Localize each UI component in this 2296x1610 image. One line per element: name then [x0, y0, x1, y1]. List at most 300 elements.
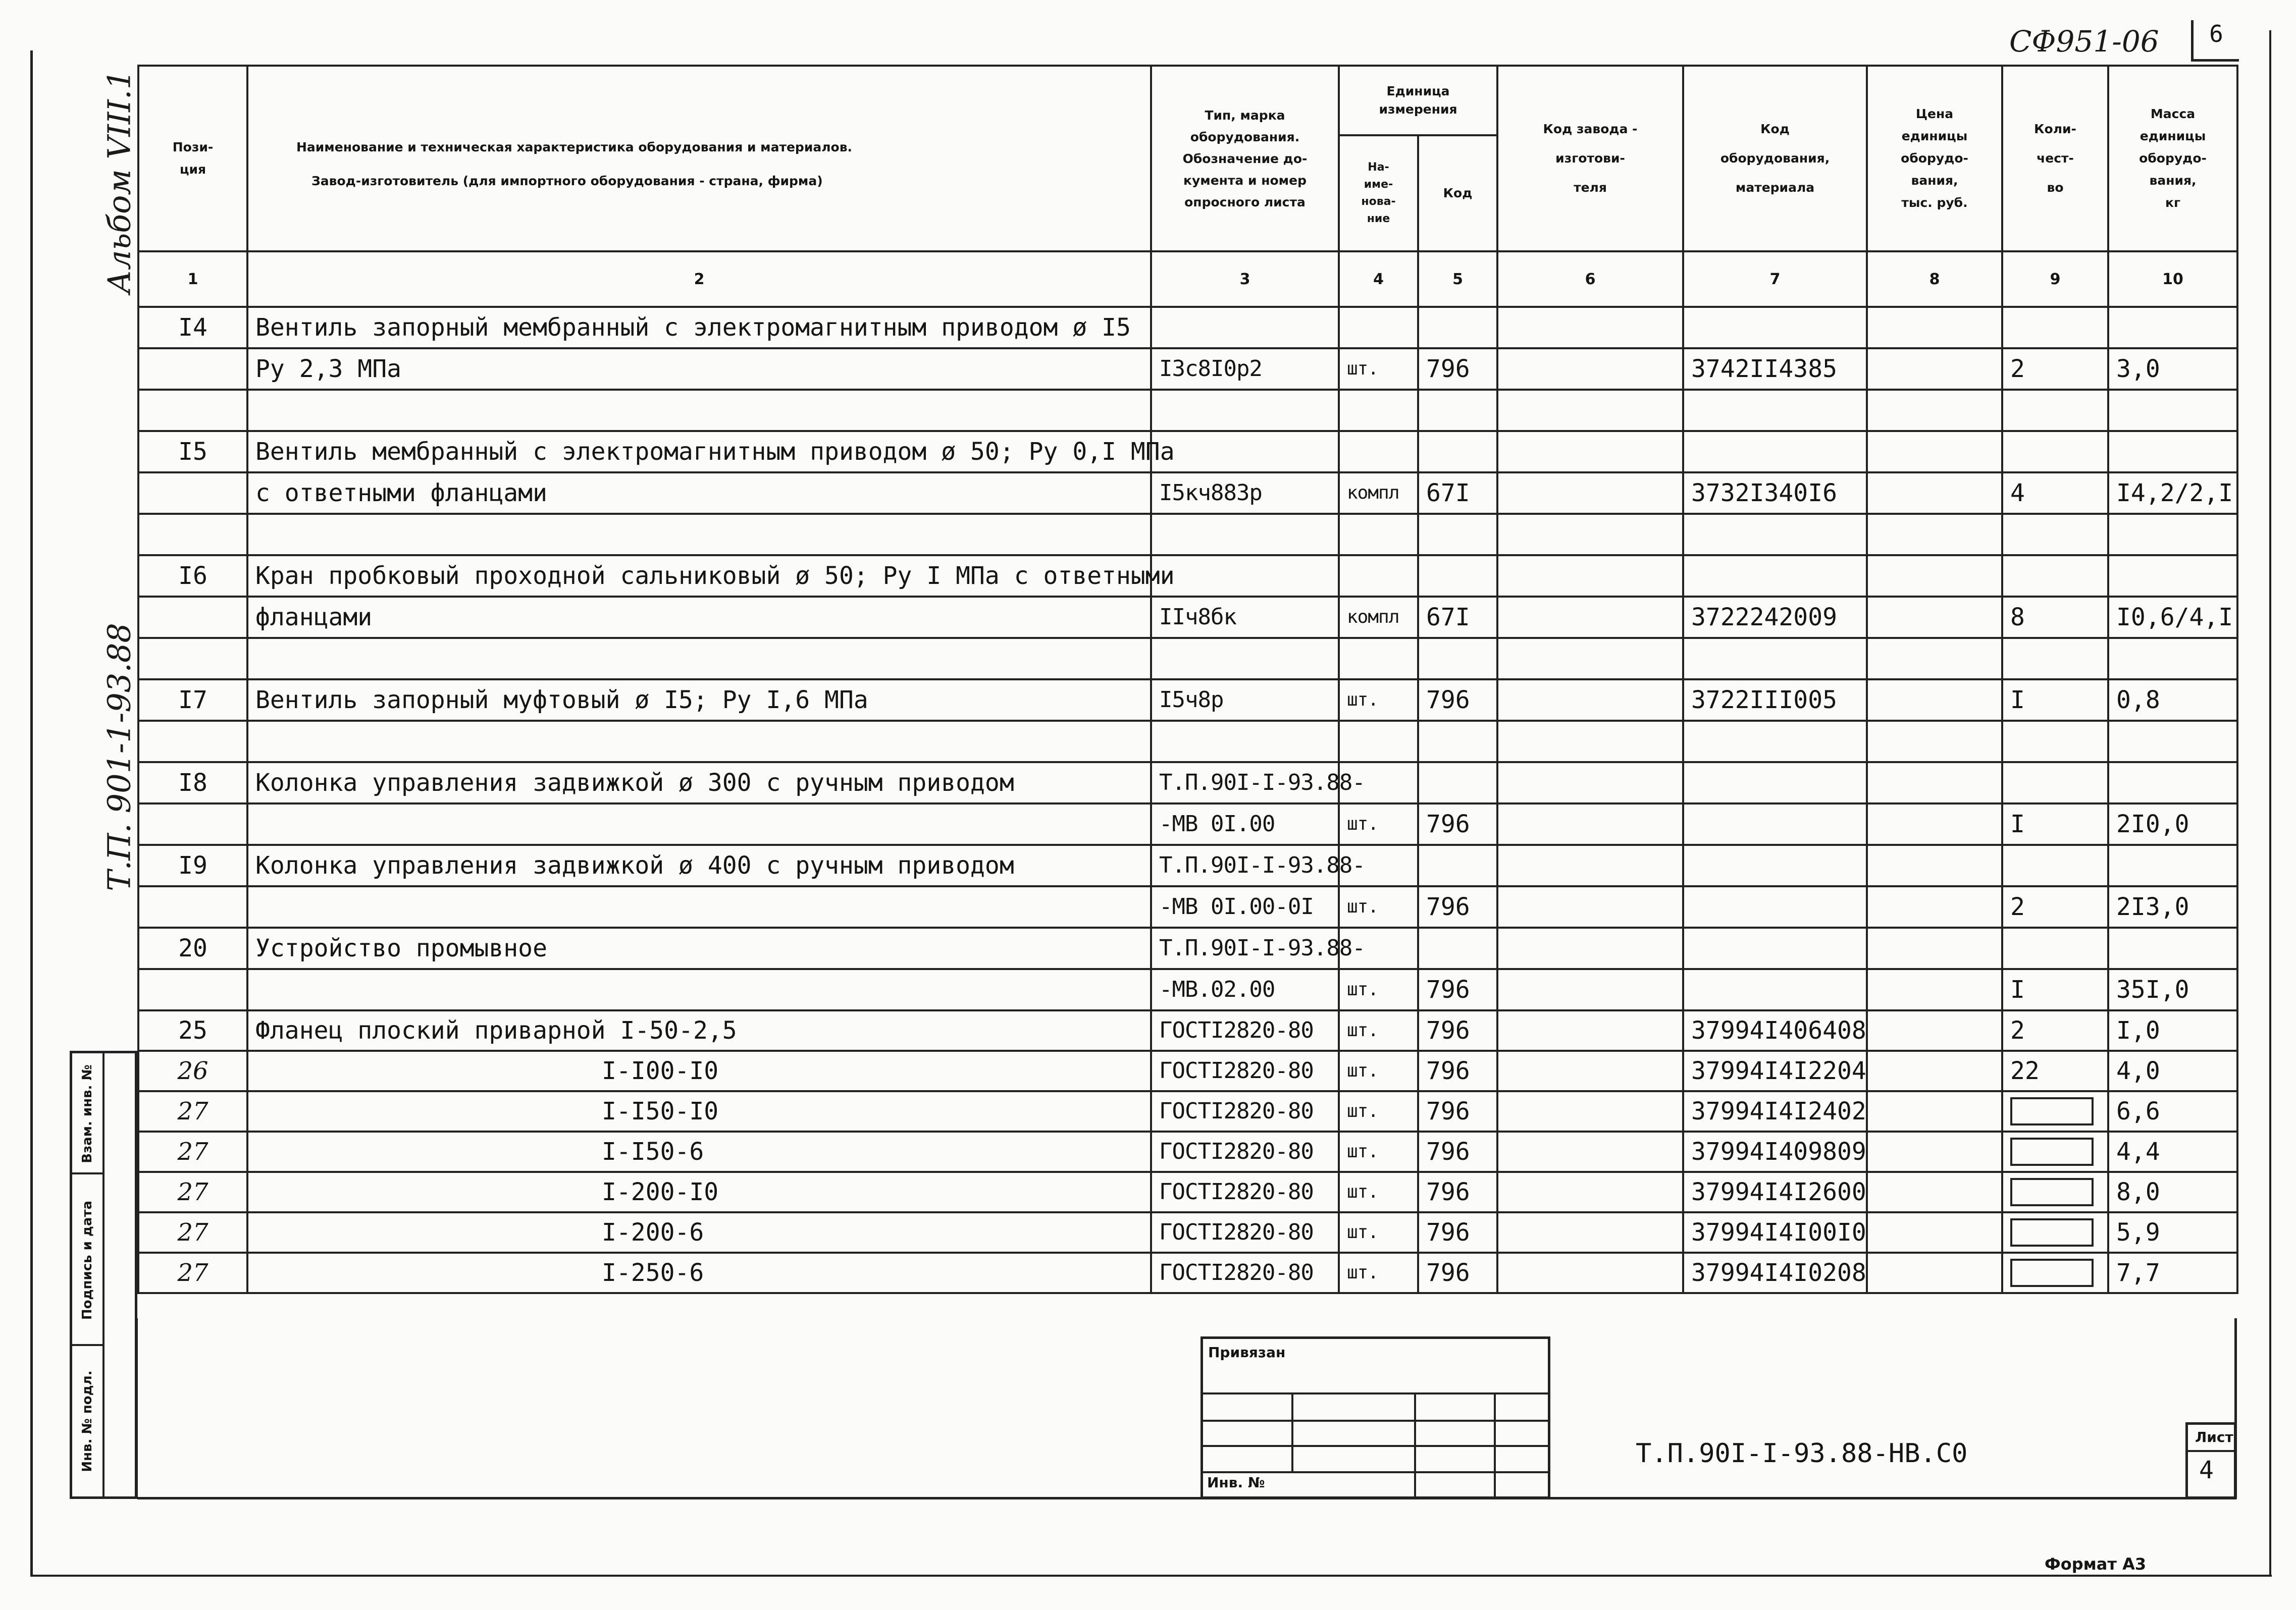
header-position: Пози- ция [138, 66, 247, 251]
table-row [138, 638, 2237, 679]
sheet-number: 4 [2199, 1456, 2214, 1484]
header-name-line2: Завод-изготовитель (для импортного оборудования - страна, фирма) [311, 174, 823, 188]
row-position [138, 969, 247, 1010]
bound-row-line-1 [1203, 1392, 1548, 1394]
row-position: I7 [138, 679, 247, 721]
col-number-10: 10 [2108, 251, 2237, 307]
table-row [138, 348, 2237, 390]
row-type: Т.П.90I-I-93.88- [1151, 928, 1339, 969]
row-quantity [2002, 1132, 2108, 1172]
row-unit-name: шт. [1339, 886, 1418, 928]
row-mass [2108, 431, 2237, 472]
row-type: ГОСТI2820-80 [1151, 1212, 1339, 1253]
row-type: Т.П.90I-I-93.88- [1151, 845, 1339, 886]
row-equipment-code [1683, 969, 1867, 1010]
row-unit-name: шт. [1339, 1091, 1418, 1132]
row-mass: 8,0 [2108, 1172, 2237, 1212]
row-quantity [2002, 307, 2108, 348]
table-row [138, 1010, 2237, 1051]
stub-divider [102, 1053, 105, 1496]
row-unit-name: шт. [1339, 1253, 1418, 1293]
row-equipment-code [1683, 555, 1867, 597]
row-type: -МВ.02.00 [1151, 969, 1339, 1010]
row-quantity: 8 [2002, 597, 2108, 638]
col-number-3: 3 [1151, 251, 1339, 307]
row-position: 27 [138, 1091, 247, 1132]
row-mass [2108, 638, 2237, 679]
row-factory-code [1497, 1010, 1683, 1051]
row-equipment-code: 37994I409809 [1683, 1132, 1867, 1172]
row-factory-code [1497, 555, 1683, 597]
row-mass: 3,0 [2108, 348, 2237, 390]
row-unit-code: 796 [1418, 1172, 1497, 1212]
header-price: Цена единицы оборудо- вания, тыс. руб. [1867, 66, 2002, 251]
row-unit-name [1339, 307, 1418, 348]
row-factory-code [1497, 307, 1683, 348]
row-unit-name: компл [1339, 472, 1418, 514]
row-type: ГОСТI2820-80 [1151, 1172, 1339, 1212]
header-quantity: Коли- чест- во [2002, 66, 2108, 251]
row-name: Фланец плоский приварной I-50-2,5 [247, 1010, 1151, 1051]
row-unit-name [1339, 638, 1418, 679]
table-row [138, 721, 2237, 762]
bound-label: Привязан [1208, 1344, 1286, 1361]
row-name: Вентиль запорный мембранный с электромагнитным приводом ø I5 [247, 307, 1151, 348]
row-position [138, 514, 247, 555]
table-row [138, 1132, 2237, 1172]
stamp-code: СФ951-06 [2009, 24, 2159, 59]
row-name: Вентиль запорный муфтовый ø I5; Ру I,6 МПа [247, 679, 1151, 721]
row-unit-name [1339, 555, 1418, 597]
row-position: I4 [138, 307, 247, 348]
row-type: I5ч8р [1151, 679, 1339, 721]
col-number-1: 1 [138, 251, 247, 307]
row-equipment-code [1683, 514, 1867, 555]
bound-col-line-3 [1494, 1392, 1496, 1496]
row-position [138, 348, 247, 390]
row-name: Колонка управления задвижкой ø 400 с ручным приводом [247, 845, 1151, 886]
title-block-left-edge [135, 1318, 138, 1499]
row-name [247, 886, 1151, 928]
quantity-empty-box [2010, 1097, 2094, 1125]
row-type [1151, 390, 1339, 431]
row-unit-code [1418, 555, 1497, 597]
frame-right-border [2269, 30, 2271, 1576]
row-factory-code [1497, 886, 1683, 928]
col-number-2: 2 [247, 251, 1151, 307]
row-equipment-code [1683, 762, 1867, 803]
bound-col-line-2 [1414, 1392, 1416, 1496]
row-quantity [2002, 638, 2108, 679]
row-type [1151, 638, 1339, 679]
table-row [138, 307, 2237, 348]
row-mass: I,0 [2108, 1010, 2237, 1051]
table-row [138, 597, 2237, 638]
row-quantity: 2 [2002, 348, 2108, 390]
stub-ref-label: Взам. инв. № [80, 1064, 95, 1163]
col-number-7: 7 [1683, 251, 1867, 307]
row-price [1867, 307, 2002, 348]
row-name: I-I50-I0 [247, 1091, 1151, 1132]
inv-no-label: Инв. № [1207, 1474, 1265, 1491]
row-position [138, 597, 247, 638]
row-mass [2108, 390, 2237, 431]
row-factory-code [1497, 928, 1683, 969]
row-quantity: 2 [2002, 886, 2108, 928]
row-name: Ру 2,3 МПа [247, 348, 1151, 390]
row-unit-code: 796 [1418, 1051, 1497, 1091]
header-name-line1: Наименование и техническая характеристика оборудования и материалов. [296, 140, 853, 154]
row-name [247, 969, 1151, 1010]
row-price [1867, 638, 2002, 679]
row-factory-code [1497, 348, 1683, 390]
row-equipment-code [1683, 886, 1867, 928]
row-price [1867, 555, 2002, 597]
row-unit-code [1418, 307, 1497, 348]
col-number-8: 8 [1867, 251, 2002, 307]
row-quantity [2002, 1253, 2108, 1293]
table-row [138, 803, 2237, 845]
row-position: I8 [138, 762, 247, 803]
row-position: 26 [138, 1051, 247, 1091]
quantity-empty-box [2010, 1138, 2094, 1166]
row-factory-code [1497, 1253, 1683, 1293]
row-factory-code [1497, 390, 1683, 431]
table-row [138, 1172, 2237, 1212]
row-unit-name: шт. [1339, 1051, 1418, 1091]
row-factory-code [1497, 1051, 1683, 1091]
row-unit-code [1418, 845, 1497, 886]
row-equipment-code [1683, 803, 1867, 845]
row-unit-code: 796 [1418, 1091, 1497, 1132]
table-row [138, 679, 2237, 721]
row-quantity [2002, 762, 2108, 803]
row-price [1867, 1132, 2002, 1172]
bound-row-line-4 [1203, 1471, 1548, 1473]
row-factory-code [1497, 803, 1683, 845]
row-type: ГОСТI2820-80 [1151, 1051, 1339, 1091]
row-type: -МВ 0I.00-0I [1151, 886, 1339, 928]
bound-row-line-2 [1203, 1420, 1548, 1422]
row-price [1867, 431, 2002, 472]
row-equipment-code: 37994I4I2204 [1683, 1051, 1867, 1091]
row-name: Кран пробковый проходной сальниковый ø 50; Ру I МПа с ответными [247, 555, 1151, 597]
row-quantity [2002, 845, 2108, 886]
row-price [1867, 390, 2002, 431]
row-mass: 2I0,0 [2108, 803, 2237, 845]
row-position [138, 472, 247, 514]
row-mass: 4,4 [2108, 1132, 2237, 1172]
header-name [247, 66, 1151, 251]
row-unit-name: шт. [1339, 1132, 1418, 1172]
col-number-6: 6 [1497, 251, 1683, 307]
row-factory-code [1497, 597, 1683, 638]
row-factory-code [1497, 1212, 1683, 1253]
row-position: 27 [138, 1132, 247, 1172]
quantity-empty-box [2010, 1178, 2094, 1206]
row-unit-code: 796 [1418, 1132, 1497, 1172]
row-mass: 0,8 [2108, 679, 2237, 721]
row-factory-code [1497, 1132, 1683, 1172]
row-mass [2108, 514, 2237, 555]
row-name [247, 803, 1151, 845]
binding-stub [70, 1051, 137, 1499]
row-mass: I0,6/4,I [2108, 597, 2237, 638]
row-name: I-I00-I0 [247, 1051, 1151, 1091]
row-position: I5 [138, 431, 247, 472]
row-type [1151, 721, 1339, 762]
row-unit-code [1418, 390, 1497, 431]
row-equipment-code: 37994I4I00I0 [1683, 1212, 1867, 1253]
row-name: Вентиль мембранный с электромагнитным приводом ø 50; Ру 0,I МПа [247, 431, 1151, 472]
row-position: 27 [138, 1212, 247, 1253]
specification-table [137, 65, 2238, 1294]
row-type [1151, 307, 1339, 348]
frame-bottom-border [30, 1575, 2272, 1577]
row-mass: 6,6 [2108, 1091, 2237, 1132]
header-unit-name: На- име- нова- ние [1339, 135, 1418, 251]
row-type [1151, 555, 1339, 597]
row-equipment-code: 37994I4I2402 [1683, 1091, 1867, 1132]
row-mass: 2I3,0 [2108, 886, 2237, 928]
row-mass [2108, 555, 2237, 597]
row-unit-code [1418, 638, 1497, 679]
row-quantity [2002, 390, 2108, 431]
row-unit-name: шт. [1339, 803, 1418, 845]
row-mass [2108, 762, 2237, 803]
project-margin-label: Т.П. 901-1-93.88 [100, 623, 138, 891]
row-factory-code [1497, 472, 1683, 514]
row-name: фланцами [247, 597, 1151, 638]
table-row [138, 762, 2237, 803]
row-equipment-code [1683, 431, 1867, 472]
row-price [1867, 969, 2002, 1010]
row-quantity [2002, 555, 2108, 597]
row-quantity: 2 [2002, 1010, 2108, 1051]
row-mass [2108, 307, 2237, 348]
stub-sign-label: Подпись и дата [80, 1200, 95, 1320]
row-factory-code [1497, 514, 1683, 555]
row-factory-code [1497, 679, 1683, 721]
row-position: 25 [138, 1010, 247, 1051]
album-label: Альбом VIII.1 [100, 70, 138, 294]
row-mass [2108, 928, 2237, 969]
row-name [247, 390, 1151, 431]
row-name: Устройство промывное [247, 928, 1151, 969]
row-quantity [2002, 1091, 2108, 1132]
row-name: I-250-6 [247, 1253, 1151, 1293]
row-quantity [2002, 514, 2108, 555]
bound-col-line-1 [1291, 1392, 1293, 1471]
row-equipment-code: 37994I4I0208 [1683, 1253, 1867, 1293]
row-unit-name [1339, 514, 1418, 555]
row-name: I-I50-6 [247, 1132, 1151, 1172]
row-unit-name: компл [1339, 597, 1418, 638]
row-price [1867, 679, 2002, 721]
table-row [138, 886, 2237, 928]
format-label: Формат А3 [2045, 1554, 2147, 1574]
header-factory-code: Код завода - изготови- теля [1497, 66, 1683, 251]
row-type: IIч8бк [1151, 597, 1339, 638]
row-type: I5кч883р [1151, 472, 1339, 514]
header-unit-code: Код [1418, 135, 1497, 251]
row-price [1867, 1212, 2002, 1253]
table-row [138, 969, 2237, 1010]
sheet-number-box [2185, 1422, 2236, 1499]
row-quantity [2002, 1212, 2108, 1253]
row-quantity [2002, 1172, 2108, 1212]
row-factory-code [1497, 721, 1683, 762]
row-price [1867, 1051, 2002, 1091]
row-unit-name [1339, 431, 1418, 472]
row-equipment-code: 3722242009 [1683, 597, 1867, 638]
row-name: Колонка управления задвижкой ø 300 с ручным приводом [247, 762, 1151, 803]
row-price [1867, 803, 2002, 845]
row-factory-code [1497, 762, 1683, 803]
row-factory-code [1497, 1172, 1683, 1212]
table-row [138, 431, 2237, 472]
row-price [1867, 845, 2002, 886]
row-unit-code: 796 [1418, 1010, 1497, 1051]
row-equipment-code [1683, 928, 1867, 969]
row-position [138, 721, 247, 762]
row-position [138, 390, 247, 431]
row-price [1867, 762, 2002, 803]
header-mass: Масса единицы оборудо- вания, кг [2108, 66, 2237, 251]
row-unit-code: 796 [1418, 1212, 1497, 1253]
stub-cell-ref [72, 1053, 102, 1174]
row-equipment-code [1683, 390, 1867, 431]
row-unit-code [1418, 928, 1497, 969]
row-factory-code [1497, 431, 1683, 472]
row-mass: 35I,0 [2108, 969, 2237, 1010]
row-type [1151, 431, 1339, 472]
row-name: с ответными фланцами [247, 472, 1151, 514]
row-unit-code [1418, 721, 1497, 762]
table-row [138, 1253, 2237, 1293]
stub-inv-label: Инв. № подл. [80, 1370, 95, 1472]
title-block-bottom-line [137, 1497, 2236, 1499]
row-unit-code: 67I [1418, 472, 1497, 514]
row-unit-name: шт. [1339, 679, 1418, 721]
row-position [138, 803, 247, 845]
row-quantity: 4 [2002, 472, 2108, 514]
bound-row-line-3 [1203, 1445, 1548, 1447]
row-equipment-code: 3742II4385 [1683, 348, 1867, 390]
row-factory-code [1497, 845, 1683, 886]
row-equipment-code [1683, 721, 1867, 762]
row-equipment-code [1683, 307, 1867, 348]
row-unit-code: 796 [1418, 1253, 1497, 1293]
row-equipment-code: 37994I406408 [1683, 1010, 1867, 1051]
row-unit-code: 796 [1418, 348, 1497, 390]
row-unit-code [1418, 431, 1497, 472]
row-quantity [2002, 431, 2108, 472]
row-unit-name: шт. [1339, 1172, 1418, 1212]
row-name: I-200-I0 [247, 1172, 1151, 1212]
row-quantity [2002, 721, 2108, 762]
sheet-label: Лист [2195, 1429, 2233, 1445]
table-row [138, 555, 2237, 597]
row-type: ГОСТI2820-80 [1151, 1132, 1339, 1172]
row-equipment-code: 3732I340I6 [1683, 472, 1867, 514]
row-mass: I4,2/2,I [2108, 472, 2237, 514]
table-row [138, 1051, 2237, 1091]
row-factory-code [1497, 969, 1683, 1010]
row-unit-name: шт. [1339, 969, 1418, 1010]
table-row [138, 1091, 2237, 1132]
row-position: 27 [138, 1172, 247, 1212]
row-mass [2108, 845, 2237, 886]
row-price [1867, 1010, 2002, 1051]
row-name: I-200-6 [247, 1212, 1151, 1253]
page-corner-number: 6 [2191, 20, 2239, 62]
row-factory-code [1497, 1091, 1683, 1132]
row-unit-code: 796 [1418, 679, 1497, 721]
row-price [1867, 597, 2002, 638]
row-mass [2108, 721, 2237, 762]
quantity-empty-box [2010, 1259, 2094, 1287]
col-number-9: 9 [2002, 251, 2108, 307]
row-type: Т.П.90I-I-93.88- [1151, 762, 1339, 803]
row-position: I9 [138, 845, 247, 886]
row-price [1867, 1172, 2002, 1212]
row-mass: 4,0 [2108, 1051, 2237, 1091]
row-position [138, 886, 247, 928]
row-quantity: I [2002, 969, 2108, 1010]
header-unit: Единица измерения [1339, 66, 1497, 135]
sheet-box-divider [2188, 1450, 2234, 1452]
row-position: 20 [138, 928, 247, 969]
table-row [138, 390, 2237, 431]
row-price [1867, 928, 2002, 969]
row-unit-code: 67I [1418, 597, 1497, 638]
row-type: -МВ 0I.00 [1151, 803, 1339, 845]
row-name [247, 721, 1151, 762]
quantity-empty-box [2010, 1218, 2094, 1247]
row-name [247, 638, 1151, 679]
row-unit-code: 796 [1418, 803, 1497, 845]
row-mass: 7,7 [2108, 1253, 2237, 1293]
row-quantity: I [2002, 679, 2108, 721]
row-equipment-code [1683, 638, 1867, 679]
row-name [247, 514, 1151, 555]
row-unit-code: 796 [1418, 886, 1497, 928]
row-equipment-code: 37994I4I2600 [1683, 1172, 1867, 1212]
row-unit-code: 796 [1418, 969, 1497, 1010]
header-type: Тип, марка оборудования. Обозначение до- кумента и номер опросного листа [1151, 66, 1339, 251]
frame-left-border [30, 50, 33, 1575]
row-price [1867, 514, 2002, 555]
row-position: I6 [138, 555, 247, 597]
table-row [138, 514, 2237, 555]
row-unit-name: шт. [1339, 1010, 1418, 1051]
row-price [1867, 348, 2002, 390]
row-unit-name [1339, 721, 1418, 762]
stub-cell-sign [72, 1174, 102, 1346]
col-number-4: 4 [1339, 251, 1418, 307]
row-unit-code [1418, 762, 1497, 803]
row-equipment-code [1683, 845, 1867, 886]
row-type: I3с8I0р2 [1151, 348, 1339, 390]
row-position: 27 [138, 1253, 247, 1293]
table-row [138, 1212, 2237, 1253]
row-factory-code [1497, 638, 1683, 679]
title-block-binding-box [1201, 1336, 1550, 1499]
row-price [1867, 1091, 2002, 1132]
row-quantity: 22 [2002, 1051, 2108, 1091]
row-quantity: I [2002, 803, 2108, 845]
